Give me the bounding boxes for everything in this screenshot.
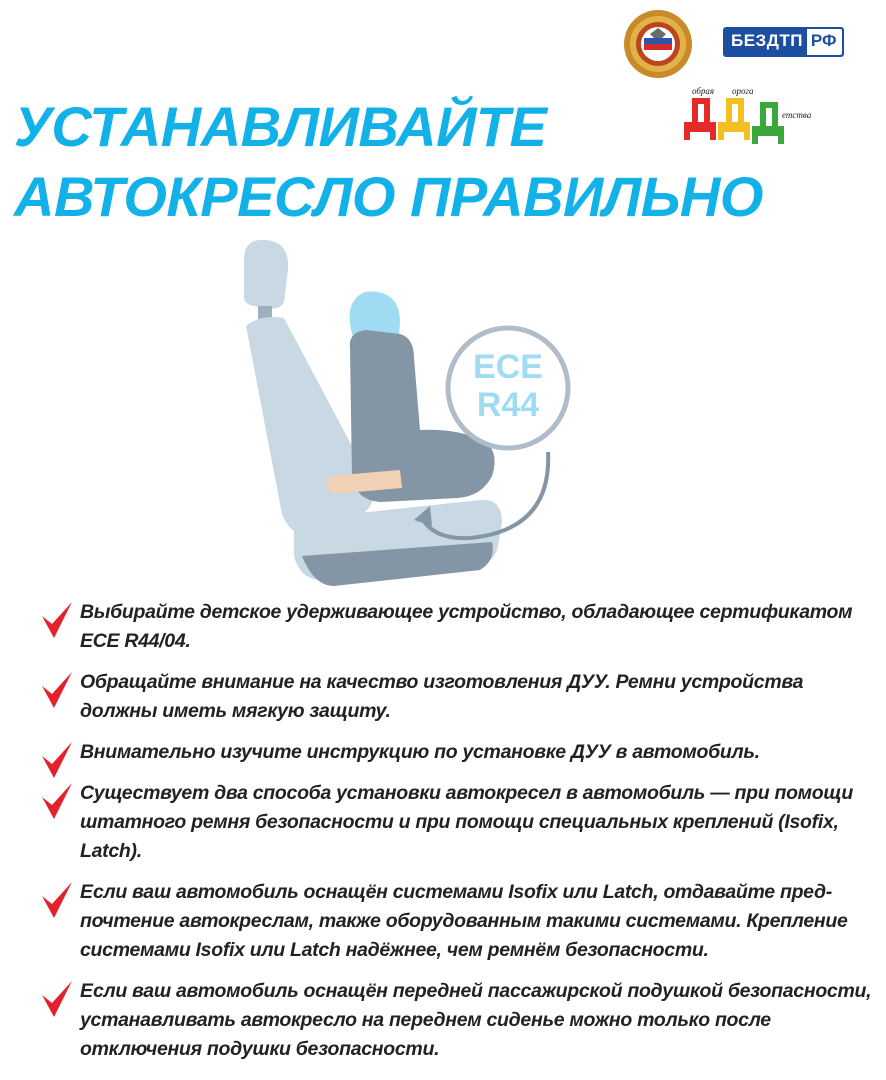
tip-text: Если ваш автомобиль оснащён передней пассажирской подушкой безопасности, устанавливать автокресло на переднем сиденье можно только после отключения подушки безопасности. [80, 980, 872, 1060]
svg-text:етства: етства [782, 110, 812, 120]
car-seat-illustration [230, 230, 590, 590]
list-item [40, 668, 876, 726]
tip-text: Существует два способа установки автокресел в автомобиль — при помощи штатного ремня безопасности и при помощи специальных креплений (Isofix, Latch). [80, 782, 853, 862]
traffic-police-emblem [622, 8, 694, 80]
cert-label-line-1: ECE [473, 348, 543, 386]
seat-headrest [244, 240, 288, 309]
list-item [40, 878, 876, 965]
page-title-line-1: УСТАНАВЛИВАЙТЕ [14, 95, 547, 158]
bezdtp-logo [723, 27, 844, 57]
svg-text:орога: орога [732, 86, 754, 96]
checkmark-icon [40, 740, 76, 780]
checkmark-icon [40, 670, 76, 710]
cert-label-line-2: R44 [476, 386, 540, 424]
list-item [40, 779, 876, 866]
checkmark-icon [40, 781, 76, 821]
list-item [40, 738, 876, 767]
page-title-line-2: АВТОКРЕСЛО ПРАВИЛЬНО [14, 165, 763, 228]
tips-list [40, 598, 876, 1076]
checkmark-icon [40, 979, 76, 1019]
tip-text: Выбирайте детское удерживающее устройство, обладающее сертификатом ECE R44/04. [80, 601, 853, 652]
svg-text:обрая: обрая [692, 86, 715, 96]
checkmark-icon [40, 880, 76, 920]
list-item [40, 598, 876, 656]
bezdtp-logo-label: БЕЗДТП [731, 31, 803, 50]
list-item [40, 977, 876, 1064]
tip-text: Если ваш автомобиль оснащён системами Isofix или Latch, отдавайте предпочтение автокреслам, также оборудованным такими системами. Крепление системами Isofix или Latch надёжнее, чем ремнём безопасности. [80, 881, 848, 961]
checkmark-icon [40, 600, 76, 640]
bezdtp-logo-suffix: РФ [807, 29, 842, 55]
tip-text: Обращайте внимание на качество изготовления ДУУ. Ремни устройства должны иметь мягкую защиту. [80, 671, 804, 722]
tip-text: Внимательно изучите инструкцию по установке ДУУ в автомобиль. [80, 741, 760, 763]
page-title [14, 92, 763, 232]
